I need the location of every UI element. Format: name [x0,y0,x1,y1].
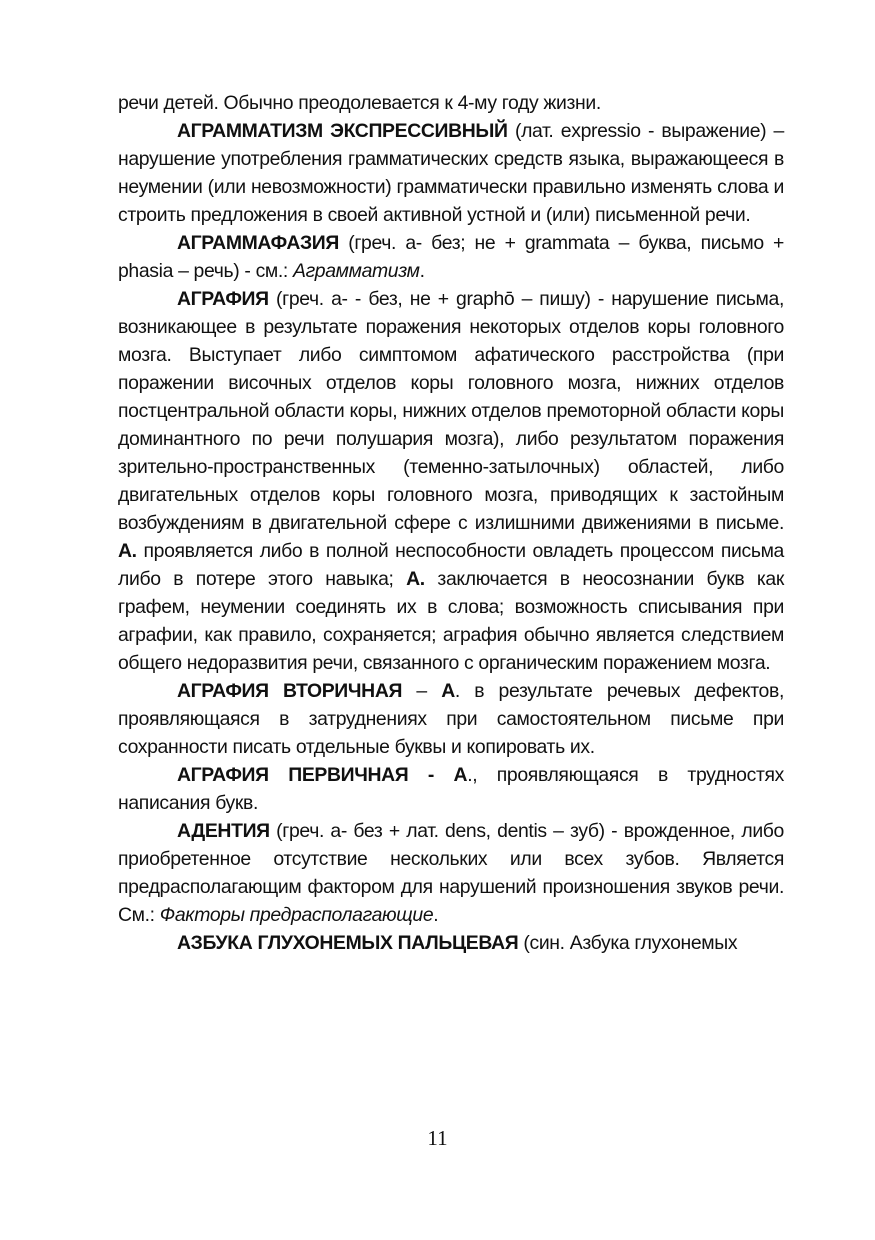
entry-term: АГРАФИЯ ПЕРВИЧНАЯ - А [177,764,468,786]
term-abbreviation: А. [406,568,425,590]
term-abbreviation: А. [118,540,137,562]
cross-reference: Факторы предрасполагающие [159,904,434,926]
term-abbreviation: А [441,680,455,702]
entry-agrafiya-vtorichnaya [118,677,784,761]
entry-agrafiya [118,285,784,677]
entry-term: АГРАММАФАЗИЯ [177,232,339,254]
entry-agrammafaziya [118,229,784,285]
continuation-paragraph: речи детей. Обычно преодолевается к 4-му году жизни. [118,92,601,114]
entry-agrammatizm-ekspressivny [118,117,784,229]
entry-term: АГРАФИЯ [177,288,269,310]
entry-text: проявляется либо в полной неспособности овладеть процессом письма либо в потере этого навыка; [118,540,784,590]
entry-term: АГРАММАТИЗМ ЭКСПРЕССИВНЫЙ [177,120,508,142]
entry-adentiya [118,817,784,929]
dictionary-text [118,89,784,957]
entry-text: . в результате речевых дефектов, проявляющаяся в затруднениях при самостоятельном письме при сохранности писать отдельные буквы и копировать их. [118,680,784,758]
entry-term: АДЕНТИЯ [177,820,270,842]
entry-tail: . [433,904,439,926]
entry-dash: – [402,680,442,702]
entry-agrafiya-pervichnaya [118,761,784,817]
entry-text: (греч. а- без + лат. dens, dentis – зуб) - врожденное, либо приобретенное отсутствие нескольких или всех зубов. Является предрасполагающим фактором для нарушений произношения звуков речи. См.: [118,820,784,926]
entry-azbuka-gluhonemyh [118,929,784,957]
entry-term: АЗБУКА ГЛУХОНЕМЫХ ПАЛЬЦЕВАЯ [177,932,519,954]
entry-term: АГРАФИЯ ВТОРИЧНАЯ [177,680,403,702]
entry-text: заключается в неосознании букв как графем, неумении соединять их в слова; возможность списывания при аграфии, как правило, сохраняется; аграфия обычно является следствием общего недоразвития речи, связанного с органическим поражением мозга. [118,568,784,674]
entry-text: (греч. а- без; не + grammata – буква, письмо + phasia – речь) - см.: [118,232,784,282]
page-number: 11 [427,1126,448,1150]
entry-text: (лат. expressio - выражение) – нарушение употребления грамматических средств языка, выражающееся в неумении (или невозможности) грамматически правильно изменять слова и строить предложения в своей активной устной и (или) письменной речи. [118,120,784,226]
entry-text: ., проявляющаяся в трудностях написания букв. [118,764,784,814]
entry-text: (греч. а- - без, не + graphō – пишу) - нарушение письма, возникающее в результате поражения некоторых отделов коры головного мозга. Выступает либо симптомом афатического расстройства (при поражении височных отделов коры головного мозга, нижних отделов постцентральной области коры, нижних отделов премоторной области коры доминантного по речи полушария мозга), либо результатом поражения зрительно-пространственных (теменно-затылочных) областей, либо двигательных отделов коры головного мозга, приводящих к застойным возбуждениям в двигательной сфере с излишними движениями в письме. [118,288,784,534]
entry-text: (син. Азбука глухонемых [518,932,738,954]
entry-tail: . [419,260,425,282]
cross-reference: Аграмматизм [293,260,420,282]
